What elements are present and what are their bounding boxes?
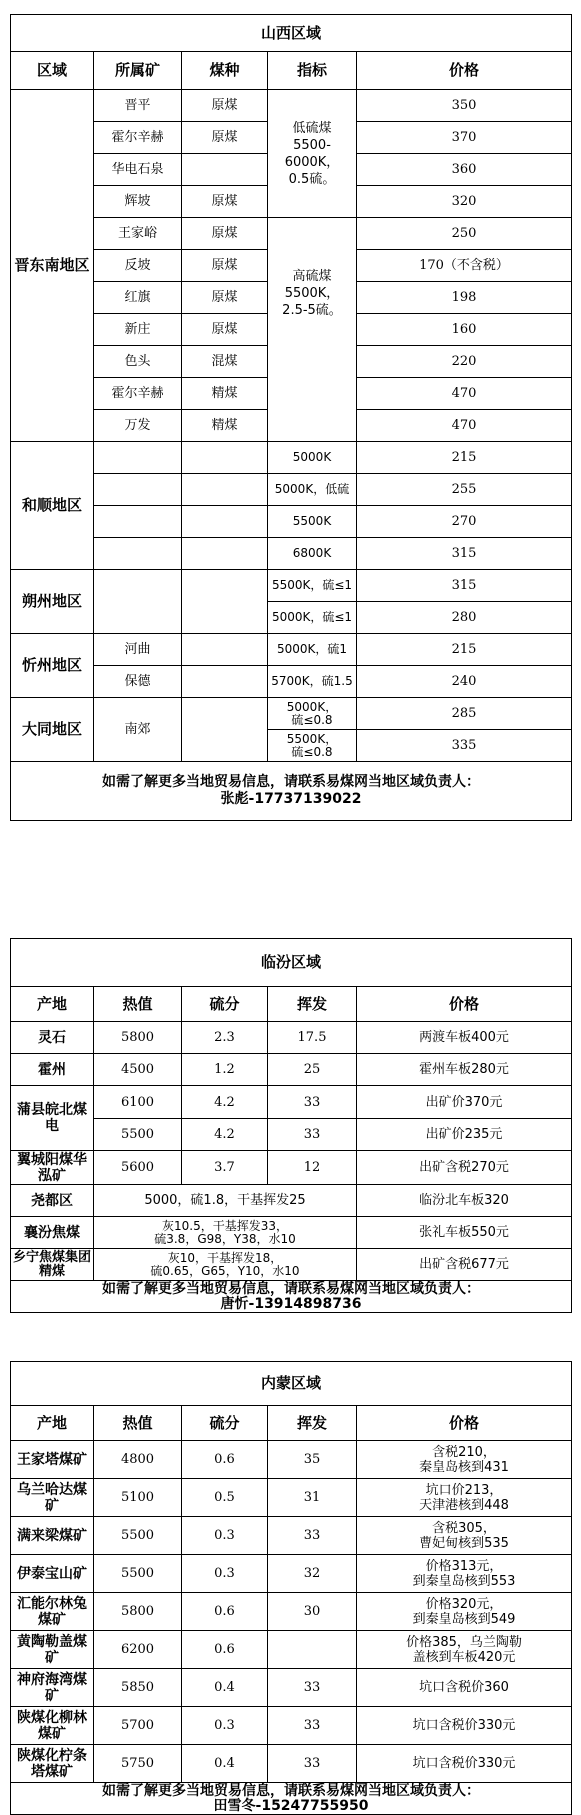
coal-type-cell: 原煤 <box>182 186 268 218</box>
origin-cell: 神府海湾煤矿 <box>11 1669 94 1707</box>
mine-cell <box>94 474 182 506</box>
coal-type-cell: 精煤 <box>182 410 268 442</box>
price-cell: 220 <box>357 346 572 378</box>
coal-type-cell <box>182 154 268 186</box>
price-cell: 出矿含税677元 <box>357 1249 572 1281</box>
volatile-cell: 12 <box>268 1151 357 1185</box>
spec-cell: 5000K <box>268 442 357 474</box>
column-header: 所属矿 <box>94 52 182 90</box>
volatile-cell: 32 <box>268 1555 357 1593</box>
price-cell: 临汾北车板320 <box>357 1185 572 1217</box>
region-cell: 忻州地区 <box>11 634 94 698</box>
column-header: 区域 <box>11 52 94 90</box>
sulfur-cell: 4.2 <box>182 1086 268 1119</box>
spec-cell: 灰10.5，干基挥发33， 硫3.8，G98，Y38，水10 <box>94 1217 357 1249</box>
volatile-cell: 17.5 <box>268 1022 357 1054</box>
origin-cell: 翼城阳煤华泓矿 <box>11 1151 94 1185</box>
column-header: 挥发 <box>268 1406 357 1441</box>
price-cell: 价格313元， 到秦皇岛核到553 <box>357 1555 572 1593</box>
coal-type-cell <box>182 634 268 666</box>
volatile-cell: 35 <box>268 1441 357 1479</box>
mine-cell: 王家峪 <box>94 218 182 250</box>
sulfur-cell: 1.2 <box>182 1054 268 1086</box>
price-cell: 160 <box>357 314 572 346</box>
heat-value-cell: 5800 <box>94 1593 182 1631</box>
spec-cell: 5000K，低硫 <box>268 474 357 506</box>
price-cell: 320 <box>357 186 572 218</box>
column-header: 价格 <box>357 52 572 90</box>
price-cell: 240 <box>357 666 572 698</box>
origin-cell: 黄陶勒盖煤矿 <box>11 1631 94 1669</box>
column-header: 产地 <box>11 1406 94 1441</box>
price-cell: 215 <box>357 634 572 666</box>
coal-type-cell: 混煤 <box>182 346 268 378</box>
volatile-cell: 30 <box>268 1593 357 1631</box>
price-cell: 坑口含税价330元 <box>357 1707 572 1745</box>
mine-cell: 辉坡 <box>94 186 182 218</box>
mine-cell: 万发 <box>94 410 182 442</box>
price-cell: 470 <box>357 378 572 410</box>
mine-cell: 色头 <box>94 346 182 378</box>
region-cell: 朔州地区 <box>11 570 94 634</box>
coal-type-cell: 原煤 <box>182 218 268 250</box>
heat-value-cell: 5500 <box>94 1119 182 1151</box>
price-cell: 两渡车板400元 <box>357 1022 572 1054</box>
volatile-cell <box>268 1631 357 1669</box>
column-header: 挥发 <box>268 987 357 1022</box>
mine-cell: 反坡 <box>94 250 182 282</box>
sulfur-cell: 2.3 <box>182 1022 268 1054</box>
mine-cell: 红旗 <box>94 282 182 314</box>
price-cell: 含税305， 曹妃甸核到535 <box>357 1517 572 1555</box>
price-cell: 出矿价370元 <box>357 1086 572 1119</box>
origin-cell: 尧都区 <box>11 1185 94 1217</box>
coal-type-cell <box>182 506 268 538</box>
volatile-cell: 33 <box>268 1086 357 1119</box>
mine-cell: 南郊 <box>94 698 182 762</box>
price-cell: 出矿价235元 <box>357 1119 572 1151</box>
shanxi-table <box>10 14 572 821</box>
coal-type-cell: 原煤 <box>182 250 268 282</box>
section-title: 内蒙区域 <box>11 1362 572 1406</box>
origin-cell: 乡宁焦煤集团精煤 <box>11 1249 94 1281</box>
price-cell: 出矿含税270元 <box>357 1151 572 1185</box>
origin-cell: 霍州 <box>11 1054 94 1086</box>
region-cell: 大同地区 <box>11 698 94 762</box>
price-cell: 270 <box>357 506 572 538</box>
mine-cell <box>94 538 182 570</box>
volatile-cell: 33 <box>268 1669 357 1707</box>
price-cell: 315 <box>357 570 572 602</box>
mine-cell: 霍尔辛赫 <box>94 122 182 154</box>
volatile-cell: 33 <box>268 1119 357 1151</box>
price-cell: 360 <box>357 154 572 186</box>
sulfur-cell: 0.6 <box>182 1441 268 1479</box>
sulfur-cell: 0.3 <box>182 1555 268 1593</box>
origin-cell: 乌兰哈达煤矿 <box>11 1479 94 1517</box>
coal-type-cell <box>182 570 268 634</box>
column-header: 指标 <box>268 52 357 90</box>
heat-value-cell: 5600 <box>94 1151 182 1185</box>
spec-cell: 5000，硫1.8，干基挥发25 <box>94 1185 357 1217</box>
price-cell: 坑口价213， 天津港核到448 <box>357 1479 572 1517</box>
volatile-cell: 33 <box>268 1517 357 1555</box>
coal-type-cell <box>182 474 268 506</box>
heat-value-cell: 5500 <box>94 1555 182 1593</box>
spec-cell: 低硫煤 5500-6000K， 0.5硫。 <box>268 90 357 218</box>
price-cell: 350 <box>357 90 572 122</box>
spec-cell: 5000K，硫1 <box>268 634 357 666</box>
mine-cell: 霍尔辛赫 <box>94 378 182 410</box>
column-header: 产地 <box>11 987 94 1022</box>
spec-cell: 6800K <box>268 538 357 570</box>
contact-note: 如需了解更多当地贸易信息，请联系易煤网当地区域负责人： 张彪-17737139022 <box>11 762 572 821</box>
mine-cell <box>94 506 182 538</box>
origin-cell: 灵石 <box>11 1022 94 1054</box>
coal-type-cell <box>182 442 268 474</box>
mine-cell <box>94 442 182 474</box>
neimeng-table <box>10 1361 572 1815</box>
origin-cell: 蒲县皖北煤电 <box>11 1086 94 1151</box>
sulfur-cell: 3.7 <box>182 1151 268 1185</box>
price-cell: 坑口含税价330元 <box>357 1745 572 1783</box>
mine-cell: 晋平 <box>94 90 182 122</box>
spec-cell: 5500K <box>268 506 357 538</box>
region-cell: 晋东南地区 <box>11 90 94 442</box>
column-header: 价格 <box>357 987 572 1022</box>
price-cell: 255 <box>357 474 572 506</box>
contact-note: 如需了解更多当地贸易信息，请联系易煤网当地区域负责人： 唐忻-13914898736 <box>11 1281 572 1313</box>
origin-cell: 王家塔煤矿 <box>11 1441 94 1479</box>
coal-type-cell <box>182 698 268 762</box>
price-cell: 价格385，乌兰陶勒 盖核到车板420元 <box>357 1631 572 1669</box>
price-cell: 霍州车板280元 <box>357 1054 572 1086</box>
volatile-cell: 33 <box>268 1745 357 1783</box>
origin-cell: 汇能尔林兔煤矿 <box>11 1593 94 1631</box>
section-title: 山西区域 <box>11 15 572 52</box>
linfen-table <box>10 938 572 1313</box>
volatile-cell: 31 <box>268 1479 357 1517</box>
mine-cell: 保德 <box>94 666 182 698</box>
price-cell: 285 <box>357 698 572 730</box>
coal-type-cell: 精煤 <box>182 378 268 410</box>
origin-cell: 陕煤化柳林煤矿 <box>11 1707 94 1745</box>
price-cell: 250 <box>357 218 572 250</box>
volatile-cell: 33 <box>268 1707 357 1745</box>
price-cell: 价格320元， 到秦皇岛核到549 <box>357 1593 572 1631</box>
region-cell: 和顺地区 <box>11 442 94 570</box>
sulfur-cell: 0.3 <box>182 1707 268 1745</box>
mine-cell: 河曲 <box>94 634 182 666</box>
volatile-cell: 25 <box>268 1054 357 1086</box>
heat-value-cell: 5100 <box>94 1479 182 1517</box>
heat-value-cell: 4800 <box>94 1441 182 1479</box>
sulfur-cell: 0.6 <box>182 1593 268 1631</box>
spec-cell: 5700K，硫1.5 <box>268 666 357 698</box>
column-header: 热值 <box>94 987 182 1022</box>
column-header: 硫分 <box>182 987 268 1022</box>
price-cell: 215 <box>357 442 572 474</box>
coal-type-cell: 原煤 <box>182 90 268 122</box>
column-header: 价格 <box>357 1406 572 1441</box>
sulfur-cell: 0.6 <box>182 1631 268 1669</box>
sulfur-cell: 0.4 <box>182 1669 268 1707</box>
heat-value-cell: 5500 <box>94 1517 182 1555</box>
price-cell: 坑口含税价360 <box>357 1669 572 1707</box>
price-cell: 370 <box>357 122 572 154</box>
spec-cell: 5500K，硫≤1 <box>268 570 357 602</box>
coal-type-cell <box>182 538 268 570</box>
sulfur-cell: 4.2 <box>182 1119 268 1151</box>
mine-cell <box>94 570 182 634</box>
sulfur-cell: 0.3 <box>182 1517 268 1555</box>
sulfur-cell: 0.4 <box>182 1745 268 1783</box>
coal-type-cell: 原煤 <box>182 314 268 346</box>
coal-type-cell: 原煤 <box>182 122 268 154</box>
section-title: 临汾区域 <box>11 939 572 987</box>
heat-value-cell: 4500 <box>94 1054 182 1086</box>
origin-cell: 陕煤化柠条塔煤矿 <box>11 1745 94 1783</box>
column-header: 硫分 <box>182 1406 268 1441</box>
coal-type-cell: 原煤 <box>182 282 268 314</box>
heat-value-cell: 5850 <box>94 1669 182 1707</box>
heat-value-cell: 5750 <box>94 1745 182 1783</box>
coal-type-cell <box>182 666 268 698</box>
price-cell: 张礼车板550元 <box>357 1217 572 1249</box>
price-cell: 315 <box>357 538 572 570</box>
heat-value-cell: 6100 <box>94 1086 182 1119</box>
spec-cell: 5000K，硫≤1 <box>268 602 357 634</box>
contact-note: 如需了解更多当地贸易信息，请联系易煤网当地区域负责人： 田雪冬-15247755950 <box>11 1783 572 1815</box>
spec-cell: 灰10，干基挥发18， 硫0.65，G65，Y10，水10 <box>94 1249 357 1281</box>
spec-cell: 高硫煤 5500K， 2.5-5硫。 <box>268 218 357 442</box>
price-cell: 198 <box>357 282 572 314</box>
column-header: 热值 <box>94 1406 182 1441</box>
mine-cell: 新庄 <box>94 314 182 346</box>
origin-cell: 襄汾焦煤 <box>11 1217 94 1249</box>
heat-value-cell: 5700 <box>94 1707 182 1745</box>
price-cell: 280 <box>357 602 572 634</box>
origin-cell: 满来梁煤矿 <box>11 1517 94 1555</box>
heat-value-cell: 5800 <box>94 1022 182 1054</box>
price-cell: 470 <box>357 410 572 442</box>
spec-cell: 5500K， 硫≤0.8 <box>268 730 357 762</box>
mine-cell: 华电石泉 <box>94 154 182 186</box>
price-cell: 335 <box>357 730 572 762</box>
price-cell: 含税210， 秦皇岛核到431 <box>357 1441 572 1479</box>
spec-cell: 5000K， 硫≤0.8 <box>268 698 357 730</box>
price-cell: 170（不含税） <box>357 250 572 282</box>
heat-value-cell: 6200 <box>94 1631 182 1669</box>
column-header: 煤种 <box>182 52 268 90</box>
sulfur-cell: 0.5 <box>182 1479 268 1517</box>
origin-cell: 伊泰宝山矿 <box>11 1555 94 1593</box>
